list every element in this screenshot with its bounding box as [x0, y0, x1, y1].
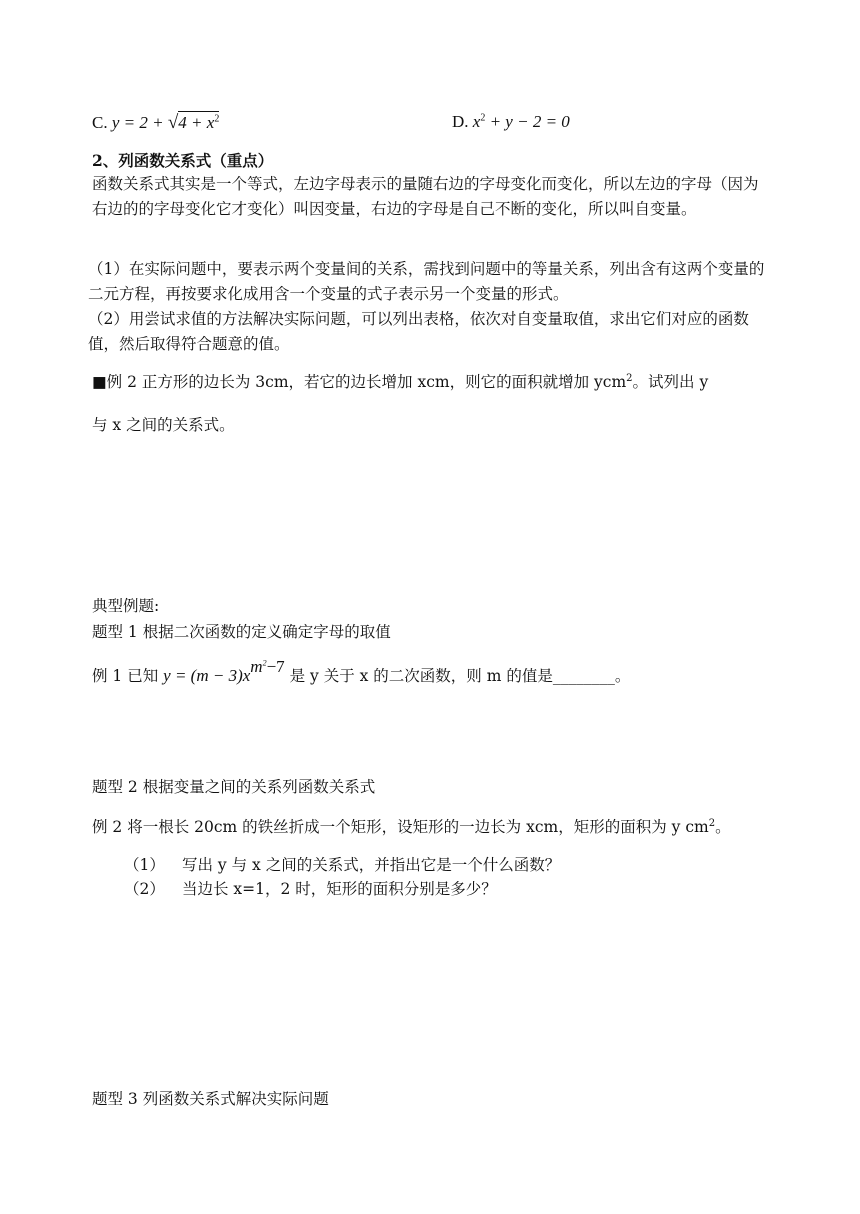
- type-3-heading: 题型 3 列函数关系式解决实际问题: [92, 1090, 329, 1108]
- option-d: [452, 112, 570, 132]
- type-1-heading: 题型 1 根据二次函数的定义确定字母的取值: [92, 623, 391, 641]
- example-2a-line2: 与 x 之间的关系式。: [92, 416, 235, 434]
- option-c-label: C.: [92, 113, 108, 132]
- question-2: （2） 当边长 x=1，2 时，矩形的面积分别是多少？: [124, 880, 497, 898]
- sqrt-sign: √: [167, 112, 179, 133]
- section-heading: 2、列函数关系式（重点）: [92, 151, 274, 170]
- sqrt-radicand: $4 + x^2$: [178, 113, 220, 132]
- option-c: [92, 112, 219, 134]
- option-d-var: x: [472, 112, 481, 131]
- option-c-formula-prefix: y = 2 +: [111, 113, 168, 132]
- example-1-formula: y = (m − 3)x: [163, 666, 251, 686]
- section-intro: 函数关系式其实是一个等式，左边字母表示的量随右边的字母变化而变化，所以左边的字母（因为右边的的字母变化它才变化）叫因变量，右边的字母是自己不断的变化，所以叫自变量。: [92, 175, 759, 218]
- example-2a-line1: ■例 2 正方形的边长为 3cm，若它的边长增加 xcm，则它的面积就增加 ycm$^2$。试列出 y: [92, 372, 709, 391]
- point-2: （2）用尝试求值的方法解决实际问题，可以列出表格，依次对自变量取值，求出它们对应的函数值，然后取得符合题意的值。: [88, 310, 749, 353]
- option-d-label: D.: [452, 112, 469, 131]
- example-2b: 例 2 将一根长 20cm 的铁丝折成一个矩形，设矩形的一边长为 xcm，矩形的面积为 y $cm^2$。: [92, 817, 731, 836]
- example-1: 例 1 已知 $y = (m - 3)x^{m^2-7}$ 是 y 关于 x 的二次函数，则 m 的值是________。: [92, 657, 631, 686]
- option-d-exp: 2: [480, 112, 486, 124]
- example-1-exponent: m2−7: [250, 657, 285, 676]
- option-d-rest: + y − 2 = 0: [485, 112, 570, 131]
- typical-heading: 典型例题:: [92, 597, 160, 615]
- point-1: （1）在实际问题中，要表示两个变量间的关系，需找到问题中的等量关系，列出含有这两个变量的二元方程，再按要求化成用含一个变量的式子表示另一个变量的形式。: [88, 260, 765, 303]
- question-1: （1） 写出 y 与 x 之间的关系式，并指出它是一个什么函数？: [124, 856, 561, 874]
- type-2-heading: 题型 2 根据变量之间的关系列函数关系式: [92, 778, 376, 796]
